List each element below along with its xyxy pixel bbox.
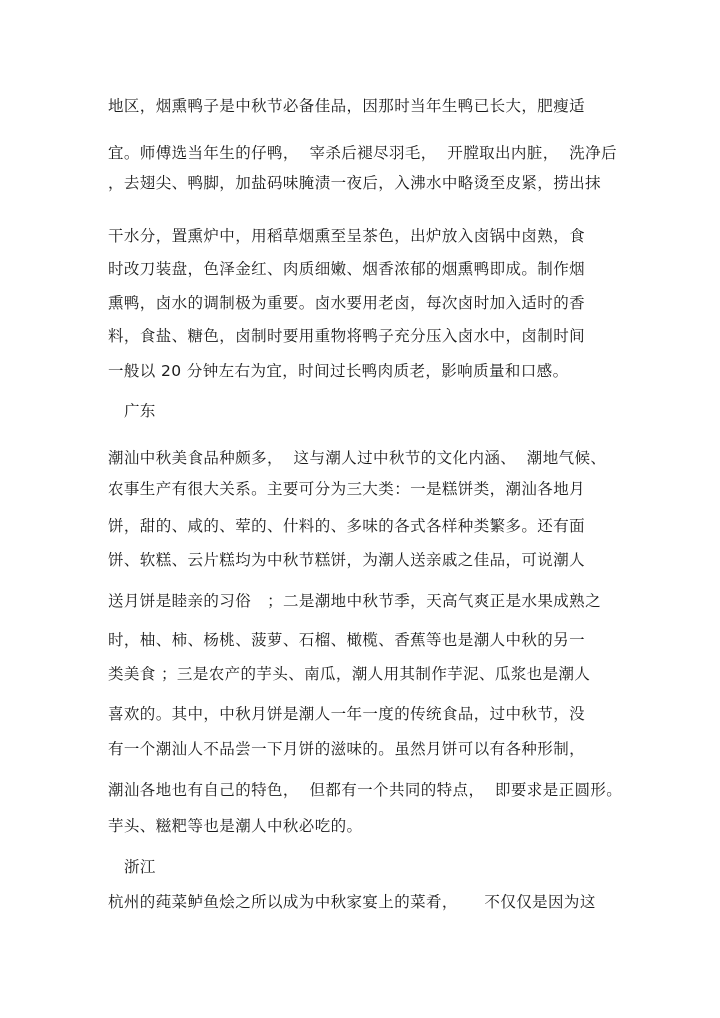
paragraph-line: 地区，烟熏鸭子是中秋节必备佳品，因那时当年生鸭已长大，肥瘦适: [108, 97, 586, 115]
paragraph-line: 饼，甜的、咸的、荤的、什料的、多味的各式各样种类繁多。还有面: [108, 517, 586, 535]
paragraph-line: 一般以 20 分钟左右为宜，时间过长鸭肉质老，影响质量和口感。: [108, 362, 569, 380]
paragraph-line: 杭州的莼菜鲈鱼烩之所以成为中秋家宴上的菜肴， 不仅仅是因为这: [108, 893, 596, 911]
paragraph-line: 潮汕各地也有自己的特色， 但都有一个共同的特点， 即要求是正圆形。: [108, 781, 623, 799]
paragraph-line: 芋头、糍粑等也是潮人中秋必吃的。: [108, 817, 363, 835]
section-heading: 广东: [124, 402, 156, 420]
paragraph-line: ，去翅尖、鸭脚，加盐码味腌渍一夜后，入沸水中略烫至皮紧，捞出抹: [108, 174, 601, 192]
paragraph-line: 农事生产有很大关系。主要可分为三大类：一是糕饼类，潮汕各地月: [108, 480, 586, 498]
paragraph-line: 类美食 ；三是农产的芋头、南瓜，潮人用其制作芋泥、瓜浆也是潮人: [108, 665, 591, 683]
paragraph-line: 送月饼是睦亲的习俗 ；二是潮地中秋节季，天高气爽正是水果成熟之: [108, 592, 601, 610]
paragraph-line: 喜欢的。其中，中秋月饼是潮人一年一度的传统食品，过中秋节，没: [108, 705, 586, 723]
paragraph-line: 料，食盐、糖色，卤制时要用重物将鸭子充分压入卤水中，卤制时间: [108, 327, 586, 345]
paragraph-line: 宜。师傅选当年生的仔鸭， 宰杀后褪尽羽毛， 开膛取出内脏， 洗净后: [108, 144, 617, 162]
section-heading: 浙江: [124, 858, 156, 876]
paragraph-line: 熏鸭，卤水的调制极为重要。卤水要用老卤，每次卤时加入适时的香: [108, 294, 586, 312]
paragraph-line: 干水分，置熏炉中，用稻草烟熏至呈茶色，出炉放入卤锅中卤熟，食: [108, 227, 586, 245]
paragraph-line: 时，柚、柿、杨桃、菠萝、石榴、橄榄、香蕉等也是潮人中秋的另一: [108, 631, 586, 649]
paragraph-line: 有一个潮汕人不品尝一下月饼的滋味的。虽然月饼可以有各种形制，: [108, 740, 586, 758]
paragraph-line: 时改刀装盘，色泽金红、肉质细嫩、烟香浓郁的烟熏鸭即成。制作烟: [108, 260, 586, 278]
paragraph-line: 潮汕中秋美食品种颇多， 这与潮人过中秋节的文化内涵、 潮地气候、: [108, 449, 607, 467]
paragraph-line: 饼、软糕、云片糕均为中秋节糕饼，为潮人送亲戚之佳品，可说潮人: [108, 551, 586, 569]
